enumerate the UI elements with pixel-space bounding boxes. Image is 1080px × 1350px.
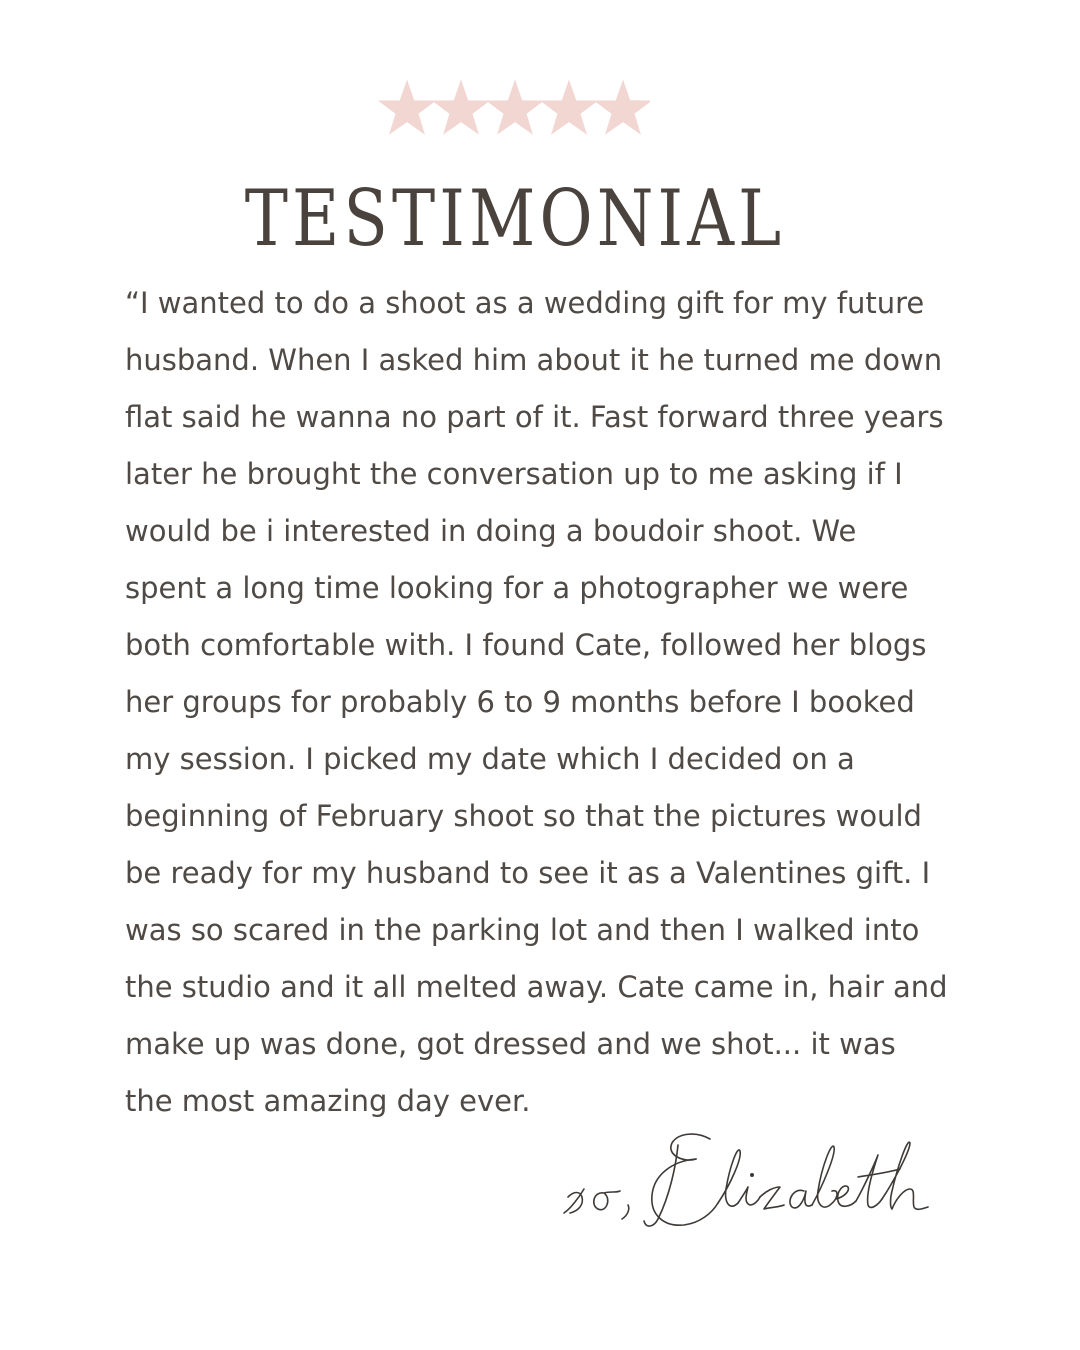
quote-line: husband. When I asked him about it he turned me down bbox=[125, 343, 943, 377]
quote-line: flat said he wanna no part of it. Fast forward three years bbox=[125, 400, 944, 434]
quote-line: later he brought the conversation up to me asking if I bbox=[125, 457, 903, 491]
signature bbox=[560, 1125, 970, 1245]
quote-line: the studio and it all melted away. Cate came in, hair and bbox=[125, 970, 948, 1004]
quote-line: the most amazing day ever. bbox=[125, 1084, 531, 1118]
star-icon bbox=[433, 81, 488, 133]
quote-line: was so scared in the parking lot and then I walked into bbox=[125, 913, 920, 947]
star-rating bbox=[378, 80, 650, 138]
star-rating-graphic bbox=[378, 80, 650, 138]
quote-line: spent a long time looking for a photographer we were bbox=[125, 571, 909, 605]
quote-line: my session. I picked my date which I decided on a bbox=[125, 742, 855, 776]
quote-line: beginning of February shoot so that the pictures would bbox=[125, 799, 922, 833]
quote-line: both comfortable with. I found Cate, followed her blogs bbox=[125, 628, 927, 662]
quote-line: her groups for probably 6 to 9 months before I booked bbox=[125, 685, 915, 719]
quote-line: would be i interested in doing a boudoir shoot. We bbox=[125, 514, 857, 548]
page-title: TESTIMONIAL bbox=[244, 174, 786, 264]
star-icon bbox=[541, 81, 596, 133]
star-icon bbox=[379, 81, 434, 133]
star-icon bbox=[487, 81, 542, 133]
quote-line: be ready for my husband to see it as a Valentines gift. I bbox=[125, 856, 931, 890]
testimonial-quote bbox=[125, 275, 975, 1130]
quote-line: make up was done, got dressed and we shot... it was bbox=[125, 1027, 896, 1061]
star-icon bbox=[595, 81, 650, 133]
quote-line: “I wanted to do a shoot as a wedding gift for my future bbox=[125, 286, 925, 320]
signature-script-graphic bbox=[560, 1125, 970, 1245]
